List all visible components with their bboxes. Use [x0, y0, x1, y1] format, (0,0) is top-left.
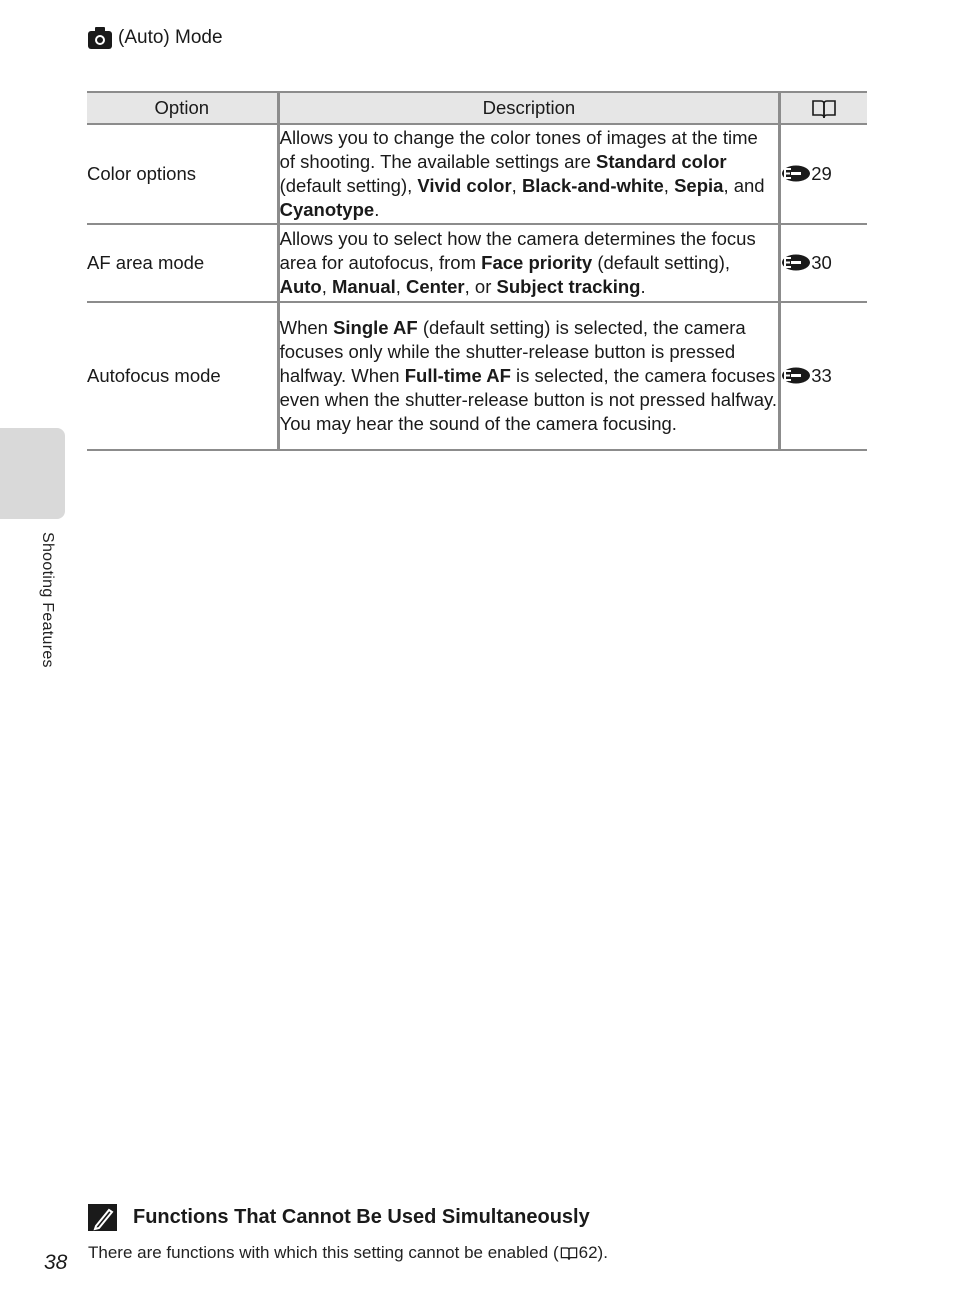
- description-cell: [278, 224, 780, 302]
- book-icon: [811, 99, 837, 119]
- reference-cell: [780, 302, 867, 450]
- setting-name: Auto: [279, 276, 322, 297]
- option-cell: AF area mode: [87, 224, 278, 302]
- header-reference: [780, 92, 867, 124]
- setting-name: Subject tracking: [496, 276, 641, 297]
- table-row: [87, 302, 867, 450]
- description-text: ,: [663, 175, 675, 196]
- description-text: Allows you to change the color tones of images at the time of shooting. The available settings are: [279, 127, 758, 172]
- table-row: [87, 124, 867, 224]
- setting-name: Black-and-white: [521, 175, 664, 196]
- reference-page: 30: [811, 252, 832, 273]
- reference-section-icon: [781, 254, 811, 271]
- table-row: [87, 224, 867, 302]
- setting-name: Sepia: [674, 175, 724, 196]
- header-option: Option: [87, 92, 278, 124]
- reference-page: 29: [811, 163, 832, 184]
- setting-name: Single AF: [333, 317, 418, 338]
- description-text: ,: [511, 175, 522, 196]
- table-header-row: [87, 92, 867, 124]
- setting-name: Face priority: [481, 252, 593, 273]
- description-cell: [278, 302, 780, 450]
- reference-cell: [780, 224, 867, 302]
- description-text: (default setting),: [279, 175, 418, 196]
- option-cell: Color options: [87, 124, 278, 224]
- description-text: , or: [464, 276, 497, 297]
- note-ref-page: 62: [578, 1243, 598, 1262]
- camera-icon: [88, 27, 112, 49]
- option-cell: Autofocus mode: [87, 302, 278, 450]
- description-text: (default setting),: [592, 252, 730, 273]
- description-cell: [278, 124, 780, 224]
- note-text-after: ).: [597, 1243, 608, 1262]
- options-table: [87, 91, 867, 451]
- description-text: is selected, the camera focuses even when the shutter-release button is not pressed halfway. You may hear the sound of the camera focusing.: [279, 365, 778, 434]
- setting-name: Cyanotype: [279, 199, 375, 220]
- section-tab: [0, 428, 65, 519]
- note-title: Functions That Cannot Be Used Simultaneously: [133, 1206, 590, 1228]
- page-number: 38: [44, 1251, 68, 1274]
- description-text: When: [279, 317, 334, 338]
- description-text: .: [640, 276, 646, 297]
- note-icon: [88, 1204, 117, 1231]
- setting-name: Full-time AF: [404, 365, 511, 386]
- section-label: Shooting Features: [39, 532, 56, 668]
- book-icon: [560, 1246, 578, 1261]
- description-text: (default setting) is selected, the camera focuses only while the shutter-release button is pressed halfway. When: [279, 317, 746, 386]
- setting-name: Vivid color: [417, 175, 512, 196]
- note-heading: [88, 1204, 590, 1231]
- description-text: , and: [723, 175, 765, 196]
- reference-section-icon: [781, 367, 811, 384]
- description-text: Allows you to select how the camera determines the focus area for autofocus, from: [279, 228, 756, 273]
- description-text: ,: [321, 276, 333, 297]
- note-text: [88, 1243, 608, 1263]
- header-title: (Auto) Mode: [118, 27, 223, 48]
- reference-page: 33: [811, 365, 832, 386]
- setting-name: Center: [406, 276, 465, 297]
- note-text-before: There are functions with which this setting cannot be enabled (: [88, 1243, 559, 1262]
- description-text: ,: [395, 276, 407, 297]
- setting-name: Manual: [332, 276, 396, 297]
- header-description: Description: [278, 92, 780, 124]
- description-text: .: [374, 199, 380, 220]
- setting-name: Standard color: [596, 151, 727, 172]
- reference-cell: [780, 124, 867, 224]
- reference-section-icon: [781, 165, 811, 182]
- page-header: [88, 27, 223, 49]
